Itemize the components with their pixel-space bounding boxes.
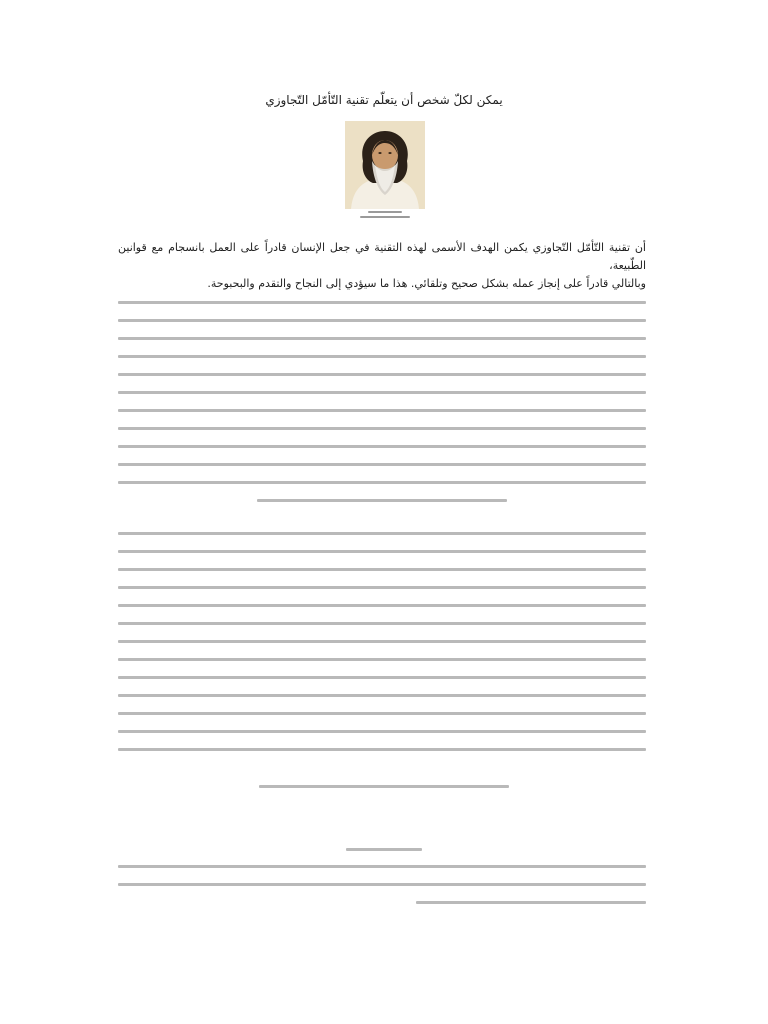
document-title: يمكن لكلّ شخص أن يتعلّم تقنية التّأمّل التّجاوزي bbox=[265, 93, 503, 107]
paragraph-description bbox=[118, 524, 646, 758]
closing-line bbox=[0, 773, 768, 792]
paragraph-technology bbox=[118, 293, 646, 509]
portrait-caption bbox=[358, 211, 412, 221]
intro-line-1: أن تقنية التّأمّل التّجاوزي يكمن الهدف الأسمى لهذه التقنية في جعل الإنسان قادراً على العمل بانسجام مع قوانين الطّبيعة، bbox=[118, 241, 646, 272]
intro-paragraph bbox=[118, 239, 646, 293]
intro-line-2: وبالتالي قادراً على إنجاز عمله بشكل صحيح وتلقائي. هذا ما سيؤدي إلى النجاح والتقدم والبحبوحة. bbox=[207, 277, 646, 290]
section-heading bbox=[0, 836, 768, 855]
paragraph-benefits bbox=[118, 857, 646, 911]
portrait-photo bbox=[345, 121, 425, 209]
